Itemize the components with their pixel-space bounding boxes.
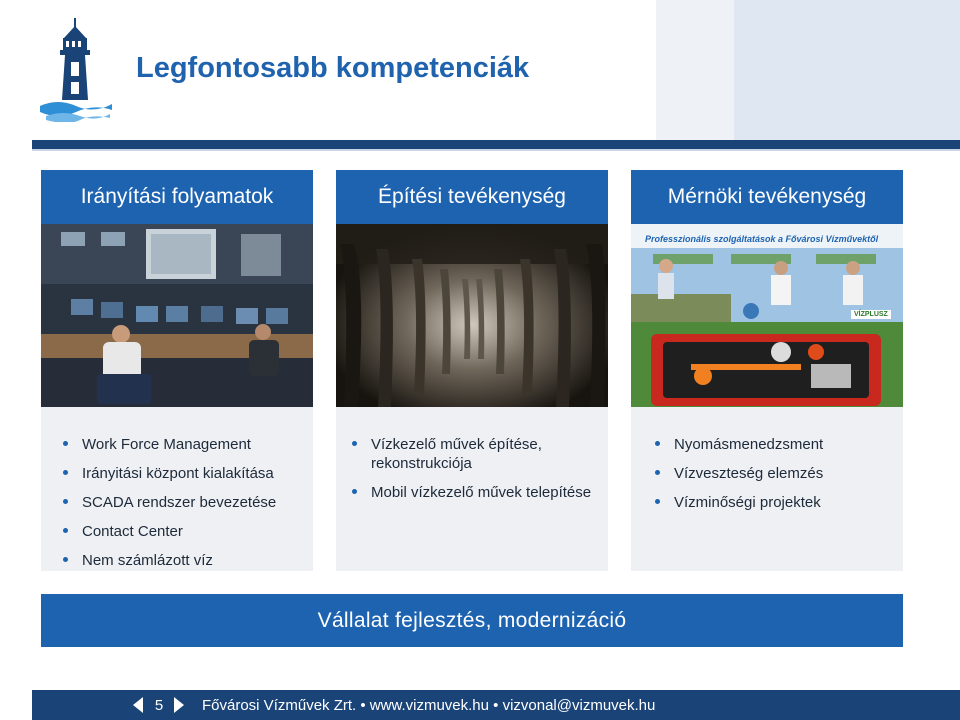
triangle-right-icon[interactable] [172, 696, 186, 714]
engineering-services-photo [631, 224, 903, 407]
column-header-construction: Építési tevékenység [336, 170, 608, 224]
list-item: Work Force Management [57, 435, 307, 454]
bullet-list-control [57, 435, 307, 580]
triangle-left-icon[interactable] [131, 696, 145, 714]
header-divider-light [32, 149, 960, 151]
column-header-control: Irányítási folyamatok [41, 170, 313, 224]
list-item: Nem számlázott víz [57, 551, 307, 570]
list-item: Irányitási központ kialakítása [57, 464, 307, 483]
column-panel-construction [336, 407, 608, 571]
list-item: Nyomásmenedzsment [649, 435, 899, 454]
footer-contact: Fővárosi Vízművek Zrt. • www.vizmuvek.hu • vizvonal@vizmuvek.hu [202, 697, 656, 714]
bullet-list-engineering [649, 435, 899, 522]
list-item: SCADA rendszer bevezetése [57, 493, 307, 512]
vizplusz-logo: VÍZPLUSZ [851, 310, 891, 319]
list-item: Vízveszteség elemzés [649, 464, 899, 483]
list-item: Mobil vízkezelő művek telepítése [346, 483, 596, 502]
list-item: Vízkezelő művek építése, rekonstrukciója [346, 435, 596, 473]
column-panel-engineering [631, 407, 903, 571]
photo-caption: Professzionális szolgáltatások a Fővárosi Vízművektől [645, 234, 879, 244]
bullet-list-construction [346, 435, 596, 512]
header-decoration [734, 0, 960, 140]
page-number: 5 [154, 697, 164, 714]
header-decoration-light [656, 0, 734, 140]
list-item: Contact Center [57, 522, 307, 541]
water-reservoir-pillars-photo [336, 224, 608, 407]
header-divider [32, 140, 960, 149]
column-header-engineering: Mérnöki tevékenység [631, 170, 903, 224]
column-panel-control [41, 407, 313, 571]
control-room-photo [41, 224, 313, 407]
water-tower-logo-icon [36, 18, 114, 122]
page-title: Legfontosabb kompetenciák [136, 52, 530, 84]
summary-banner: Vállalat fejlesztés, modernizáció [41, 594, 903, 647]
list-item: Vízminőségi projektek [649, 493, 899, 512]
